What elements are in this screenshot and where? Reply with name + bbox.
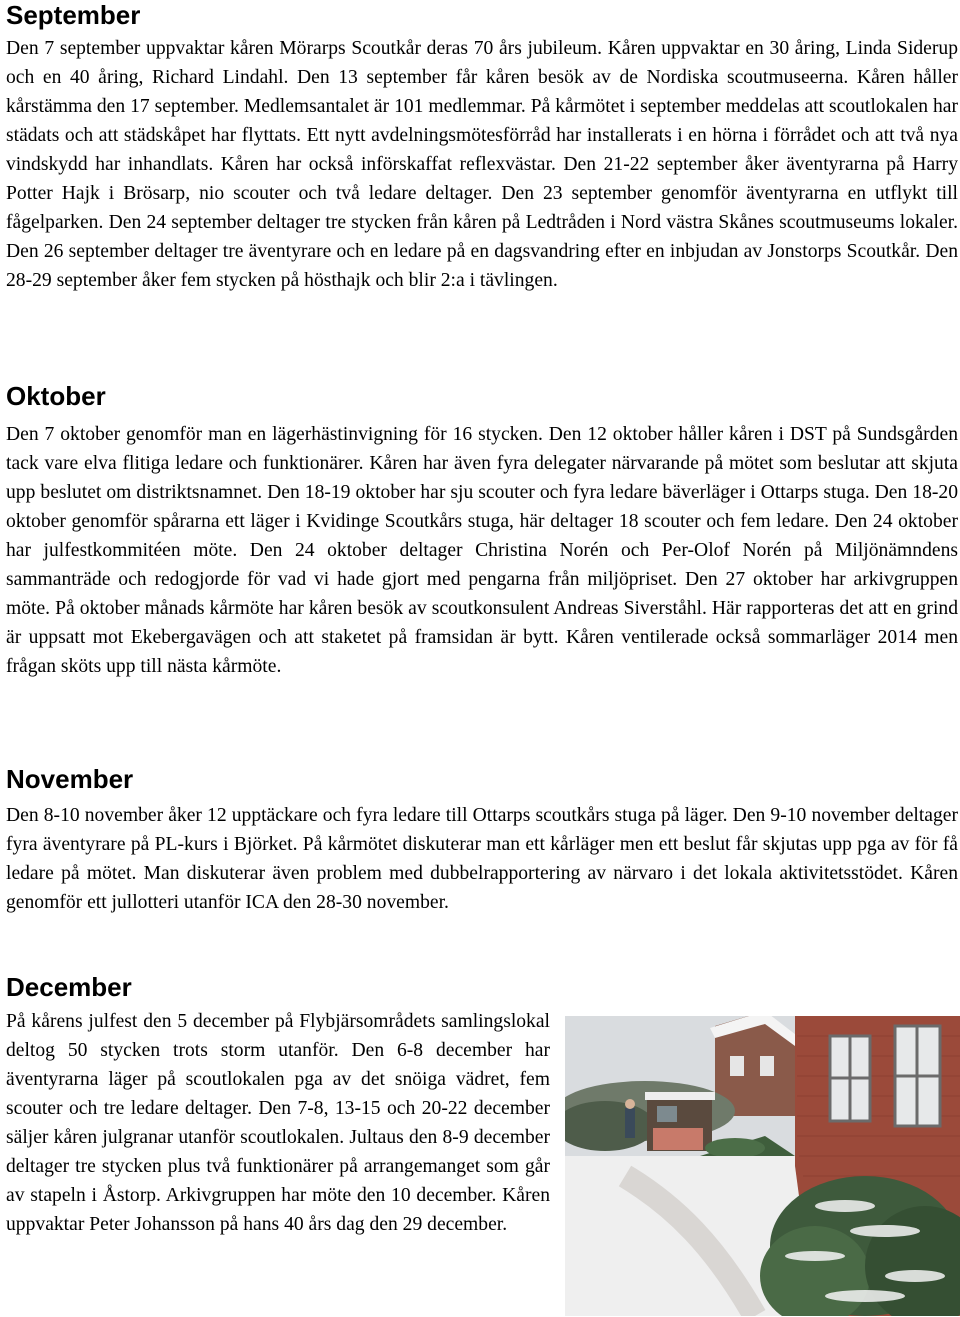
section-heading-december: December — [6, 972, 132, 1002]
section-heading-november: November — [6, 764, 134, 794]
snowy-scout-hut-photo — [565, 1016, 960, 1316]
section-heading-september: September — [6, 0, 141, 30]
section-heading-oktober: Oktober — [6, 381, 106, 411]
section-text-december: På kårens julfest den 5 december på Flybjärsområdets samlingslokal deltog 50 stycken trots storm utanför. Den 6-8 december har äventyrarna läger på scoutlokalen pga av det snöiga vädret, fem scouter och tre ledare deltager. Den 7-8, 13-15 och 20-22 december säljer kåren julgranar utanför scoutlokalen. Jultaus den 8-9 december deltager tre stycken plus två funktionärer på arrangemanget som går av stapeln i Åstorp. Arkivgruppen har möte den 10 december. Kåren uppvaktar Peter Johansson på hans 40 års dag den 29 december. — [6, 1011, 550, 1235]
section-text-november: Den 8-10 november åker 12 upptäckare och fyra ledare till Ottarps scoutkårs stuga på läger. Den 9-10 november deltager fyra äventyrare på PL-kurs i Björket. På kårmötet diskuterar man ett kårläger men ett beslut får skjutas upp pga av för få ledare på mötet. Man diskuterar även problem med dubbelrapportering av närvaro i det lokala aktivitetsstödet. Kåren genomför ett jullotteri utanför ICA den 28-30 november. — [6, 805, 958, 913]
section-text-september: Den 7 september uppvaktar kåren Mörarps Scoutkår deras 70 års jubileum. Kåren uppvaktar en 30 åring, Linda Siderup och en 40 åring, Richard Lindahl. Den 13 september får kåren besök av de Nordiska scoutmuseerna. Kåren håller kårstämma den 17 september. Medlemsantalet är 101 medlemmar. På kårmötet i september meddelas att scoutlokalen har städats och att städskåpet har flyttats. Ett nytt avdelningsmötesförråd har installerats i en hörna i förrådet och att två nya vindskydd har inhandlats. Kåren har också införskaffat reflexvästar. Den 21-22 september åker äventyrarna på Harry Potter Hajk i Brösarp, nio scouter och två ledare deltager. Den 23 september genomför äventyrarna en utflykt till fågelparken. Den 24 september deltager tre stycken från kåren på Ledtråden i Nord västra Skånes scoutmuseums lokaler. Den 26 september deltager tre äventyrare och en ledare på en dagsvandring efter en inbjudan av Jonstorps Scoutkår. Den 28-29 september åker fem stycken på hösthajk och blir 2:a i tävlingen. — [6, 38, 958, 291]
section-text-oktober: Den 7 oktober genomför man en lägerhästinvigning för 16 stycken. Den 12 oktober håller kåren i DST på Sundsgården tack vare elva flitiga ledare och funktionärer. Kåren har även fyra delegater närvarande på mötet som beslutar att skjuta upp beslutet om distriktsnamnet. Den 18-19 oktober har sju scouter och fyra ledare bäverläger i Ottarps stuga. Den 18-20 oktober genomför spårarna ett läger i Kvidinge Scoutkårs stuga, här deltager 18 scouter och fem ledare. Den 24 oktober har julfestkommitéen möte. Den 24 oktober deltager Christina Norén och Per-Olof Norén på Miljönämndens sammanträde och redogjorde för vad vi hade gjort med pengarna från miljöpriset. Den 27 oktober har arkivgruppen möte. På oktober månads kårmöte har kåren besök av scoutkonsulent Andreas Siverståhl. Här rapporteras det att en grind är uppsatt mot Ekebergavägen och att staketet på framsidan är bytt. Kåren ventilerade också sommarläger 2014 men frågan sköts upp till nästa kårmöte. — [6, 424, 958, 677]
